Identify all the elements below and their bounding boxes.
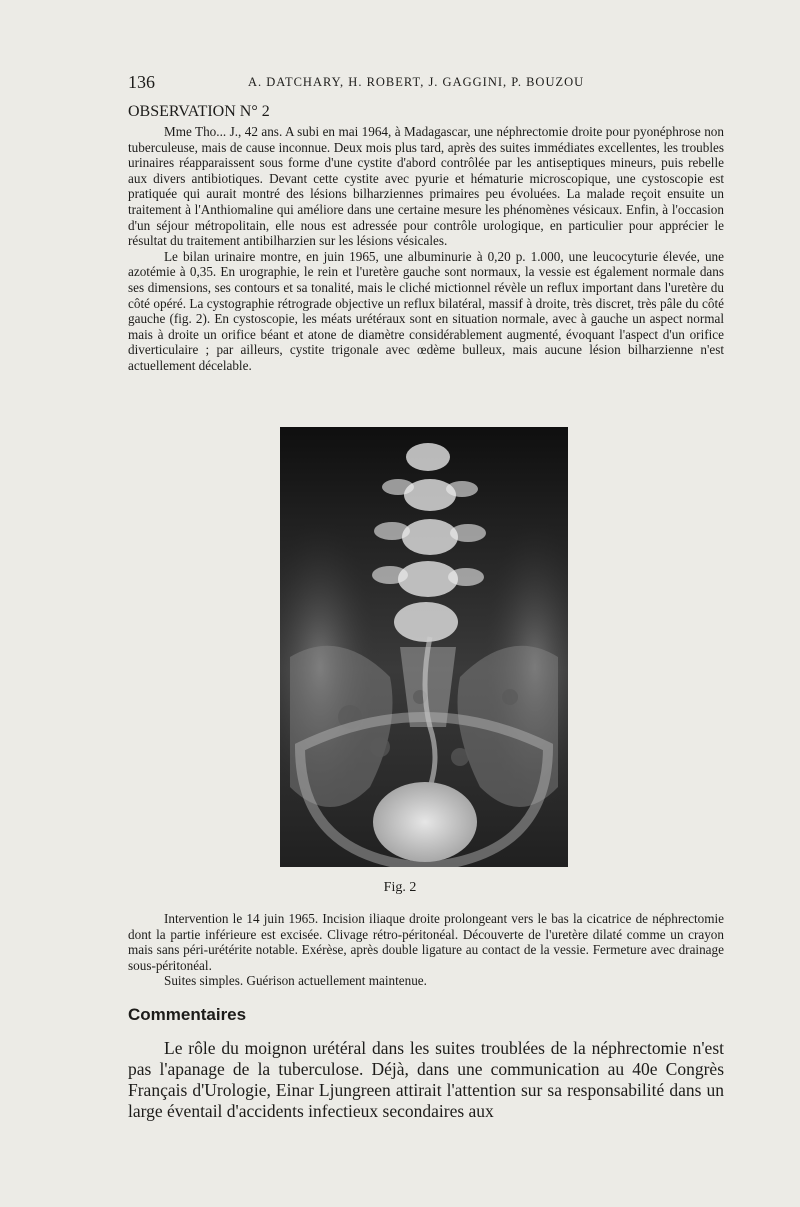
observation-text xyxy=(128,124,724,374)
xray-image xyxy=(280,427,568,867)
commentary-paragraph: Le rôle du moignon urétéral dans les suites troublées de la néphrectomie n'est pas l'apanage de la tuberculose. Déjà, dans une communication au 40e Congrès Français d'Urologie, Einar Ljungreen attirait l'attention sur sa responsabilité dans un large éventail d'accidents infectieux secondaires aux xyxy=(128,1038,724,1121)
observation-heading: OBSERVATION N° 2 xyxy=(128,103,270,120)
commentary-text xyxy=(128,1038,724,1122)
section-title: Commentaires xyxy=(128,1005,247,1024)
running-head-authors: A. DATCHARY, H. ROBERT, J. GAGGINI, P. BOUZOU xyxy=(248,75,585,89)
observation-paragraph: Le bilan urinaire montre, en juin 1965, une albuminurie à 0,20 p. 1.000, une leucocyturie élevée, une azotémie à 0,35. En urographie, le rein et l'uretère gauche sont normaux, la vessie est également normale dans ses dimensions, ses contours et sa tonalité, mais le cliché mictionnel révèle un reflux important dans l'uretère du côté opéré. La cystographie rétrograde objective un reflux bilatéral, massif à droite, très discret, très pâle du côté gauche (fig. 2). En cystoscopie, les méats urétéraux sont en situation normale, avec à gauche un aspect normal mais à droite un orifice béant et atone de diamètre considérablement augmenté, évoquant l'aspect d'un orifice diverticulaire ; par ailleurs, cystite trigonale avec œdème bulleux, mais aucune lésion bilharzienne n'est actuellement décelable. xyxy=(128,248,724,373)
running-head xyxy=(128,72,728,94)
xray-figure xyxy=(280,427,568,867)
figure-caption: Fig. 2 xyxy=(383,880,417,895)
intervention-paragraph: Intervention le 14 juin 1965. Incision iliaque droite prolongeant vers le bas la cicatrice de néphrectomie dont la partie inférieure est excisée. Clivage rétro-péritonéal. Découverte de l'uretère dilaté comme un crayon mais sans péri-urétérite notable. Exérèse, après double ligature au contact de la vessie. Fermeture avec drainage sous-péritonéal. xyxy=(128,911,724,973)
intervention-paragraph: Suites simples. Guérison actuellement maintenue. xyxy=(164,973,427,989)
observation-paragraph: Mme Tho... J., 42 ans. A subi en mai 1964, à Madagascar, une néphrectomie droite pour pyonéphrose non tuberculeuse, mais de cause inconnue. Deux mois plus tard, après des suites immédiates excellentes, les troubles urinaires réapparaissent sous forme d'une cystite d'abord contrôlée par les antiseptiques mineurs, puis rebelle aux divers antibiotiques. Devant cette cystite avec pyurie et hématurie microscopique, une cystoscopie est pratiquée qui aurait montré des lésions bilharziennes primaires peu évoluées. La malade reçoit ensuite un traitement à l'Anthiomaline qui améliore dans une certaine mesure les phénomènes vésicaux. Enfin, à l'occasion d'un séjour métropolitain, elle nous est adressée pour contrôle urologique, en particulier pour apprécier le résultat du traitement antibilharzien sur les lésions vésicales. xyxy=(128,124,724,249)
page-number: 136 xyxy=(128,72,155,92)
intervention-text xyxy=(128,911,724,989)
